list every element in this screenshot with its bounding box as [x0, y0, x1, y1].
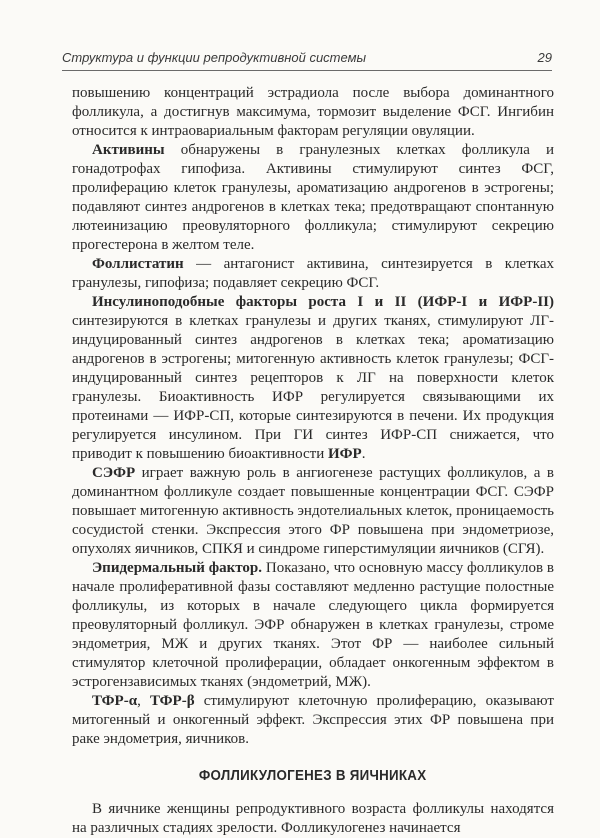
page-number: 29 — [537, 50, 552, 65]
paragraph-tgf: ТФР-α, ТФР-β стимулируют клеточную пролиферацию, оказывают митогенный и онкогенный эффект. Экспрессия этих ФР повышена при раке эндометрия, яичников. — [72, 693, 554, 747]
term-egf: Эпидермальный фактор. — [92, 560, 263, 576]
term-vegf: СЭФР — [92, 465, 136, 481]
term-tgf-alpha: ТФР-α — [92, 693, 138, 709]
term-tgf-beta: ТФР-β — [149, 693, 195, 709]
term-follistatin: Фоллистатин — [92, 256, 184, 272]
paragraph-follistatin: Фоллистатин — антагонист активина, синтезируется в клетках гранулезы, гипофиза; подавляет секрецию ФСГ. — [72, 256, 554, 291]
section-heading: ФОЛЛИКУЛОГЕНЕЗ В ЯИЧНИКАХ — [199, 768, 427, 784]
paragraph-egf: Эпидермальный фактор. Показано, что основную массу фолликулов в начале пролиферативной фазы составляют медленно растущие полостные фолликулы, из которых в начале следующего цикла формируется преовуляторный фолликул. ЭФР обнаружен в клетках гранулезы, строме эндометрия, МЖ и других тканях. Этот ФР — наиболее сильный стимулятор клеточной пролиферации, обладает онкогенным эффектом в эстрогензависимых тканях (эндометрий, МЖ). — [72, 560, 554, 690]
running-header — [62, 46, 552, 71]
paragraph-vegf: СЭФР играет важную роль в ангиогенезе растущих фолликулов, а в доминантном фолликуле создает повышенные концентрации ФСГ. СЭФР повышает митогенную активность эндотелиальных клеток, проницаемость сосудистой стенки. Экспрессия этого ФР повышена при эндометриозе, опухолях яичников, СПКЯ и синдроме гиперстимуляции яичников (СГЯ). — [72, 465, 554, 557]
paragraph-folliculogenesis: В яичнике женщины репродуктивного возраста фолликулы находятся на различных стадиях зрелости. Фолликулогенез начинается — [72, 801, 554, 836]
body-text — [72, 84, 554, 838]
paragraph-activins: Активины обнаружены в гранулезных клетках фолликула и гонадотрофах гипофиза. Активины стимулируют синтез ФСГ, пролиферацию клеток гранулезы, ароматизацию андрогенов в эстрогены; подавляют синтез андрогенов в клетках тека; предотвращают спонтанную лютеинизацию преовуляторного фолликула; стимулируют секрецию прогестерона в желтом теле. — [72, 142, 554, 253]
term-igf-end: ИФР — [327, 446, 362, 462]
running-title: Структура и функции репродуктивной системы — [62, 50, 367, 65]
paragraph-inhibin-continued: повышению концентраций эстрадиола после выбора доминантного фолликула, а достигнув максимума, тормозит выделение ФСГ. Ингибин относится к интраовариальным факторам регуляции овуляции. — [72, 85, 554, 139]
term-igf: Инсулиноподобные факторы роста I и II (ИФР-I и ИФР-II) — [92, 294, 554, 310]
paragraph-igf: Инсулиноподобные факторы роста I и II (ИФР-I и ИФР-II) синтезируются в клетках гранулезы и других тканях, стимулируют ЛГ-индуцированный синтез андрогенов в клетках тека; ароматизацию андрогенов в эстрогены; митогенную активность клеток гранулезы; ФСГ-индуцированный синтез рецепторов к ЛГ на поверхности клеток гранулезы. Биоактивность ИФР регулируется связывающими их протеинами — ИФР-СП, которые синтезируются в печени. Их продукция регулируется инсулином. При ГИ синтез ИФР-СП снижается, что приводит к повышению биоактивности ИФР. — [72, 294, 554, 462]
term-activins: Активины — [92, 142, 165, 158]
